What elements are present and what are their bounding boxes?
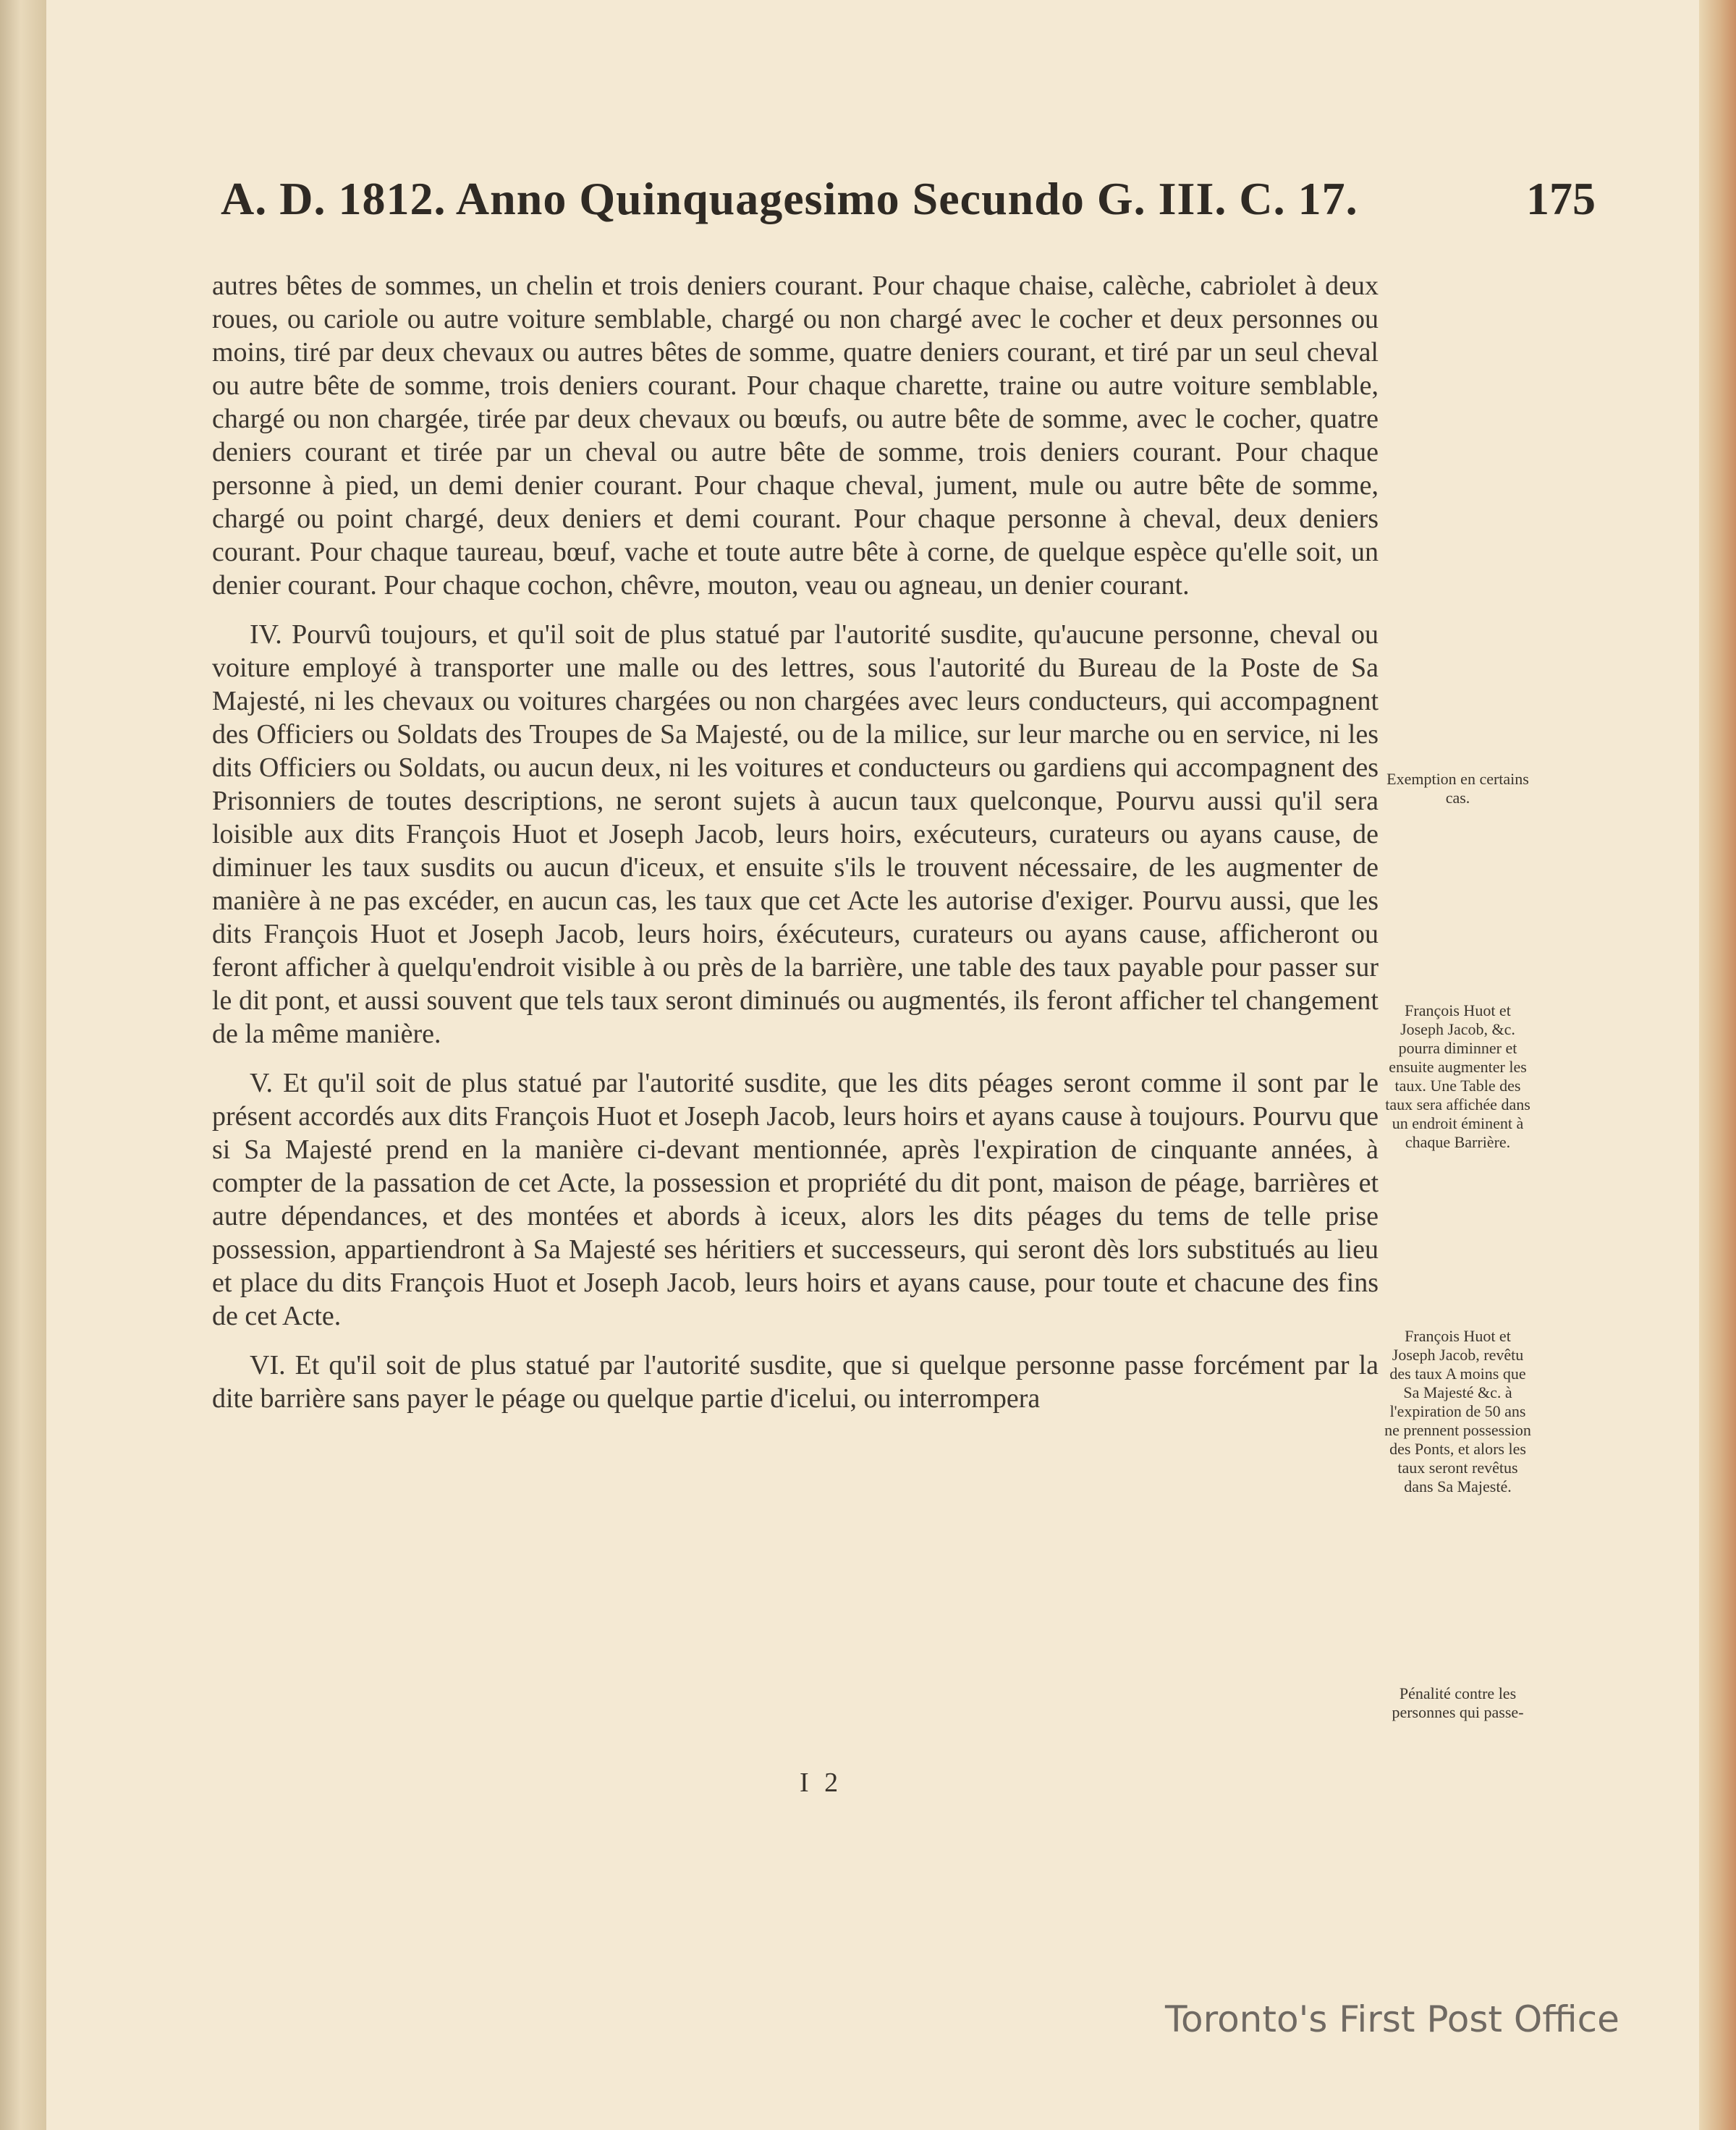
page-edge <box>1699 0 1736 2130</box>
book-spine <box>0 0 46 2130</box>
paragraph-v: V. Et qu'il soit de plus statué par l'autorité susdite, que les dits péages seront comme il sont par le présent accordés aux dits François Huot et Joseph Jacob, leurs hoirs et ayans cause à toujours. Pourvu que si Sa Majesté prend en la manière ci-devant mentionnée, après l'expiration de cinquante années, à compter de la passation de cet Acte, la possession et propriété du dit pont, maison de péage, barrières et autre dépendances, et des montées et abords à iceux, alors les dits péages du tems de telle prise possession, appartiendront à Sa Majesté ses héritiers et successeurs, qui seront dès lors substitués au lieu et place du dits François Huot et Joseph Jacob, leurs hoirs et ayans cause, pour toute et chacune des fins de cet Acte. <box>212 1068 1379 1331</box>
signature-mark: I 2 <box>800 1768 843 1798</box>
page-number: 175 <box>1526 173 1596 224</box>
margin-note-table: François Huot et Joseph Jacob, &c. pourra diminner et ensuite augmenter les taux. Une Table des taux sera affichée dans un endroit éminent à chaque Barrière. <box>1385 1001 1530 1151</box>
body-text <box>212 269 1379 1431</box>
margin-note-exemption: Exemption en certains cas. <box>1386 770 1529 807</box>
running-head: A. D. 1812. Anno Quinquagesimo Secundo G. III. C. 17. <box>221 173 1358 224</box>
page-header <box>221 172 1596 237</box>
watermark-caption: Toronto's First Post Office <box>1165 1998 1619 2040</box>
paragraph-vi: VI. Et qu'il soit de plus statué par l'autorité susdite, que si quelque personne passe forcément par la dite barrière sans payer le péage ou quelque partie d'icelui, ou interrompera <box>212 1350 1379 1414</box>
margin-note-penalty: Pénalité contre les personnes qui passe- <box>1392 1684 1524 1721</box>
margin-note-possession: François Huot et Joseph Jacob, revêtu des taux A moins que Sa Majesté &c. à l'expiration de 50 ans ne prennent possession des Ponts, et alors les taux seront revêtus dans Sa Majesté. <box>1384 1327 1531 1495</box>
paragraph-continuation: autres bêtes de sommes, un chelin et trois deniers courant. Pour chaque chaise, calèche, cabriolet à deux roues, ou cariole ou autre voiture semblable, chargé ou non chargé avec le cocher et deux personnes ou moins, tiré par deux chevaux ou autres bêtes de somme, quatre deniers courant, et tiré par un seul cheval ou autre bête de somme, trois deniers courant. Pour chaque charette, traine ou autre voiture semblable, chargé ou non chargée, tirée par deux chevaux ou bœufs, ou autre bête de somme, avec le cocher, quatre deniers courant et tirée par un cheval ou autre bête de somme, trois deniers courant. Pour chaque personne à pied, un demi denier courant. Pour chaque cheval, jument, mule ou autre bête de somme, chargé ou point chargé, deux deniers et demi courant. Pour chaque personne à cheval, deux deniers courant. Pour chaque taureau, bœuf, vache et toute autre bête à corne, de quelque espèce qu'elle soit, un denier courant. Pour chaque cochon, chêvre, mouton, veau ou agneau, un denier courant. <box>212 271 1379 601</box>
paragraph-iv: IV. Pourvû toujours, et qu'il soit de plus statué par l'autorité susdite, qu'aucune personne, cheval ou voiture employé à transporter une malle ou des lettres, sous l'autorité du Bureau de la Poste de Sa Majesté, ni les chevaux ou voitures chargées ou non chargées avec leurs conducteurs, qui accompagnent des Officiers ou Soldats des Troupes de Sa Majesté, ou de la milice, sur leur marche ou en service, ni les dits Officiers ou Soldats, ou aucun deux, ni les voitures et conducteurs ou gardiens qui accompagnent des Prisonniers de toutes descriptions, ne seront sujets à aucun taux quelconque, Pourvu aussi qu'il sera loisible aux dits François Huot et Joseph Jacob, leurs hoirs, exécuteurs, curateurs ou ayans cause, de diminuer les taux susdits ou aucun d'iceux, et ensuite s'ils le trouvent nécessaire, de les augmenter de manière à ne pas excéder, en aucun cas, les taux que cet Acte les autorise d'exiger. Pourvu aussi, que les dits François Huot et Joseph Jacob, leurs hoirs, éxécuteurs, curateurs ou ayans cause, afficheront ou feront afficher à quelqu'endroit visible à ou près de la barrière, une table des taux payable pour passer sur le dit pont, et aussi souvent que tels taux seront diminués ou augmentés, ils feront afficher tel changement de la même manière. <box>212 619 1379 1049</box>
